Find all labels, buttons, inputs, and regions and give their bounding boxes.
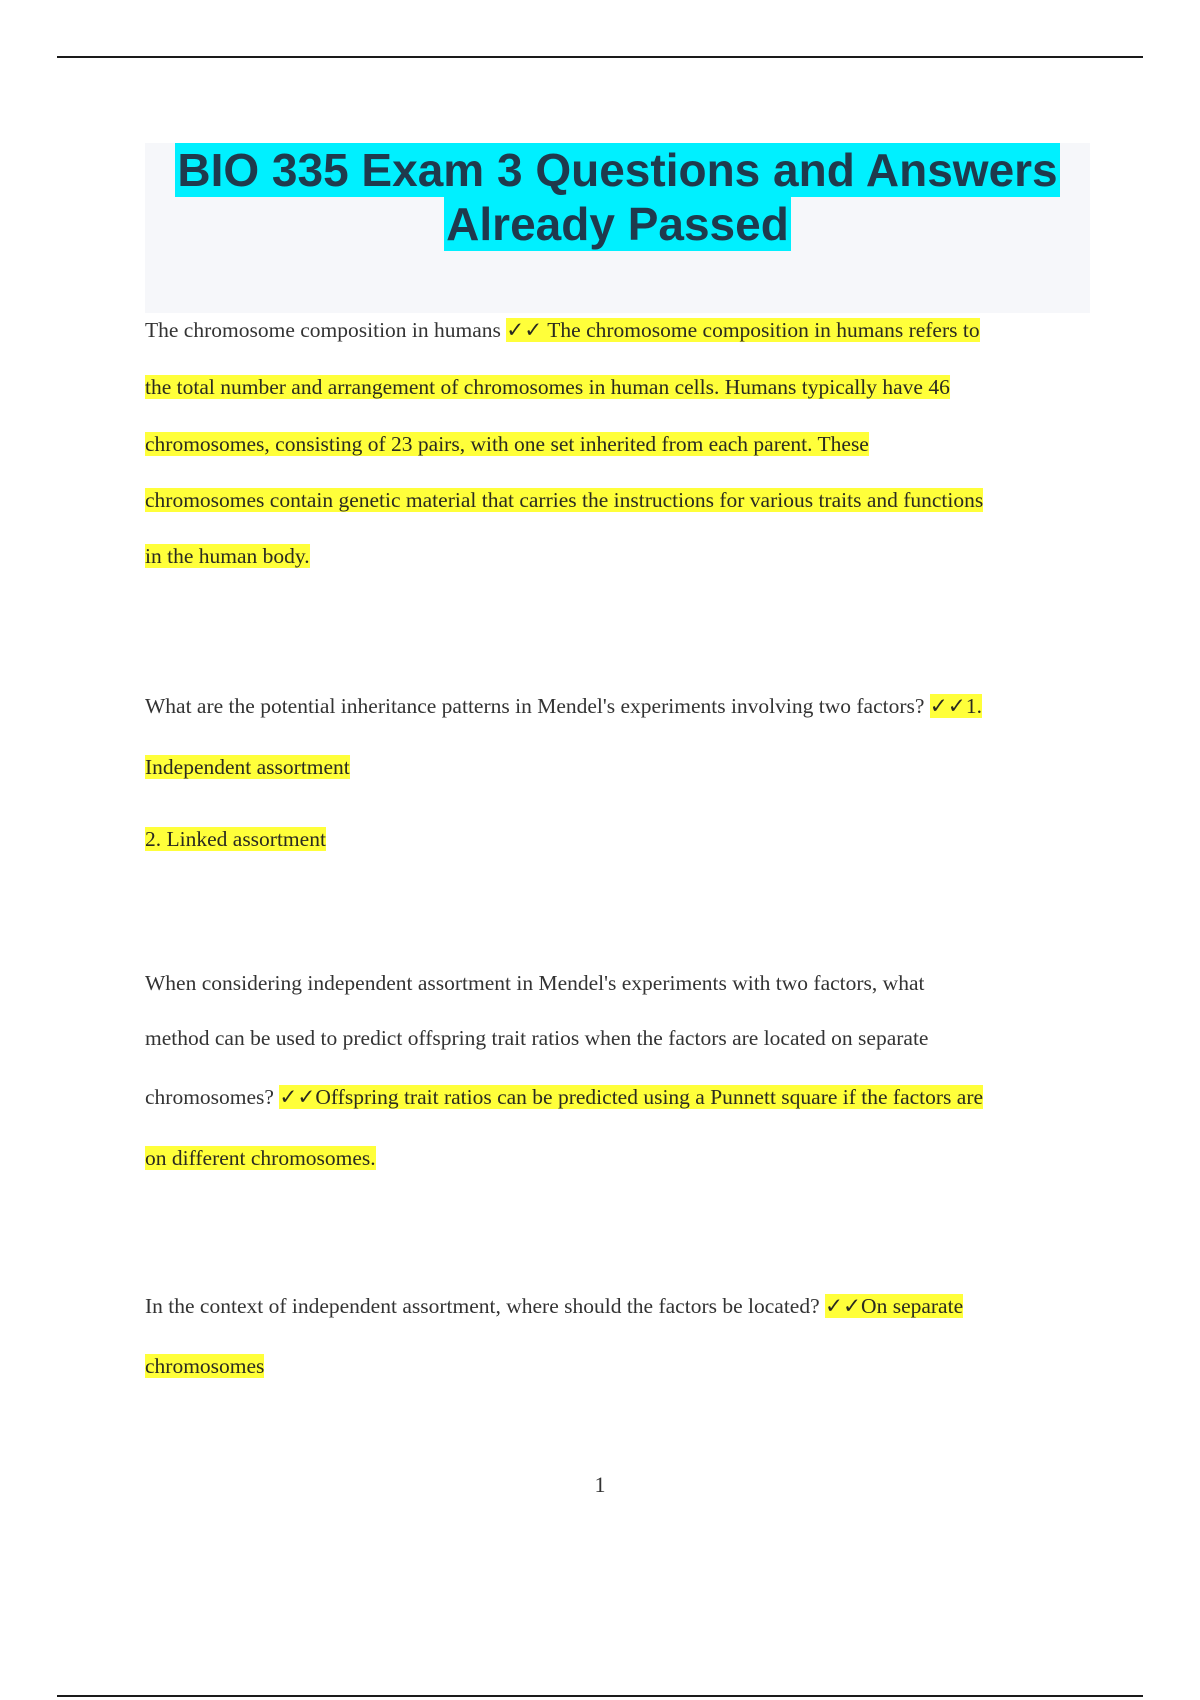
checkmark-icon: ✓✓: [825, 1294, 862, 1318]
answer-line: Offspring trait ratios can be predicted using a Punnett square if the factors are: [315, 1085, 984, 1109]
question-text: In the context of independent assortment, where should the factors be located?: [145, 1294, 820, 1318]
question-text: chromosomes?: [145, 1085, 274, 1109]
answer-line: Independent assortment: [145, 755, 350, 779]
qa-item-4: [145, 1294, 1090, 1378]
page-title-line-2: Already Passed: [446, 198, 789, 250]
answer-line: chromosomes contain genetic material that carries the instructions for various traits and functions: [145, 488, 984, 512]
question-text: The chromosome composition in humans: [145, 318, 501, 342]
top-rule: [57, 56, 1143, 58]
page-title-line-1: BIO 335 Exam 3 Questions and Answers: [177, 144, 1058, 196]
question-text: method can be used to predict offspring trait ratios when the factors are located on separate: [145, 1026, 929, 1050]
answer-line: in the human body.: [145, 544, 310, 568]
answer-line: chromosomes: [145, 1354, 265, 1378]
answer-line: 1.: [965, 694, 982, 718]
title-block: [145, 143, 1090, 313]
answer-line: On separate: [861, 1294, 964, 1318]
checkmark-icon: ✓✓: [929, 694, 966, 718]
page-number: 1: [594, 1472, 606, 1497]
answer-line: The chromosome composition in humans refers to: [542, 318, 980, 342]
qa-item-2: [145, 694, 1090, 851]
qa-item-3: [145, 971, 1090, 1170]
answer-line: on different chromosomes.: [145, 1146, 376, 1170]
qa-item-1: [145, 318, 1090, 568]
question-text: When considering independent assortment in Mendel's experiments with two factors, what: [145, 971, 925, 995]
bottom-rule: [57, 1695, 1143, 1697]
checkmark-icon: ✓✓: [279, 1085, 316, 1109]
answer-line: 2. Linked assortment: [145, 827, 326, 851]
question-text: What are the potential inheritance patterns in Mendel's experiments involving two factors?: [145, 694, 925, 718]
checkmark-icon: ✓✓: [506, 318, 543, 342]
answer-line: chromosomes, consisting of 23 pairs, with one set inherited from each parent. These: [145, 432, 869, 456]
answer-line: the total number and arrangement of chromosomes in human cells. Humans typically have 46: [145, 375, 950, 399]
